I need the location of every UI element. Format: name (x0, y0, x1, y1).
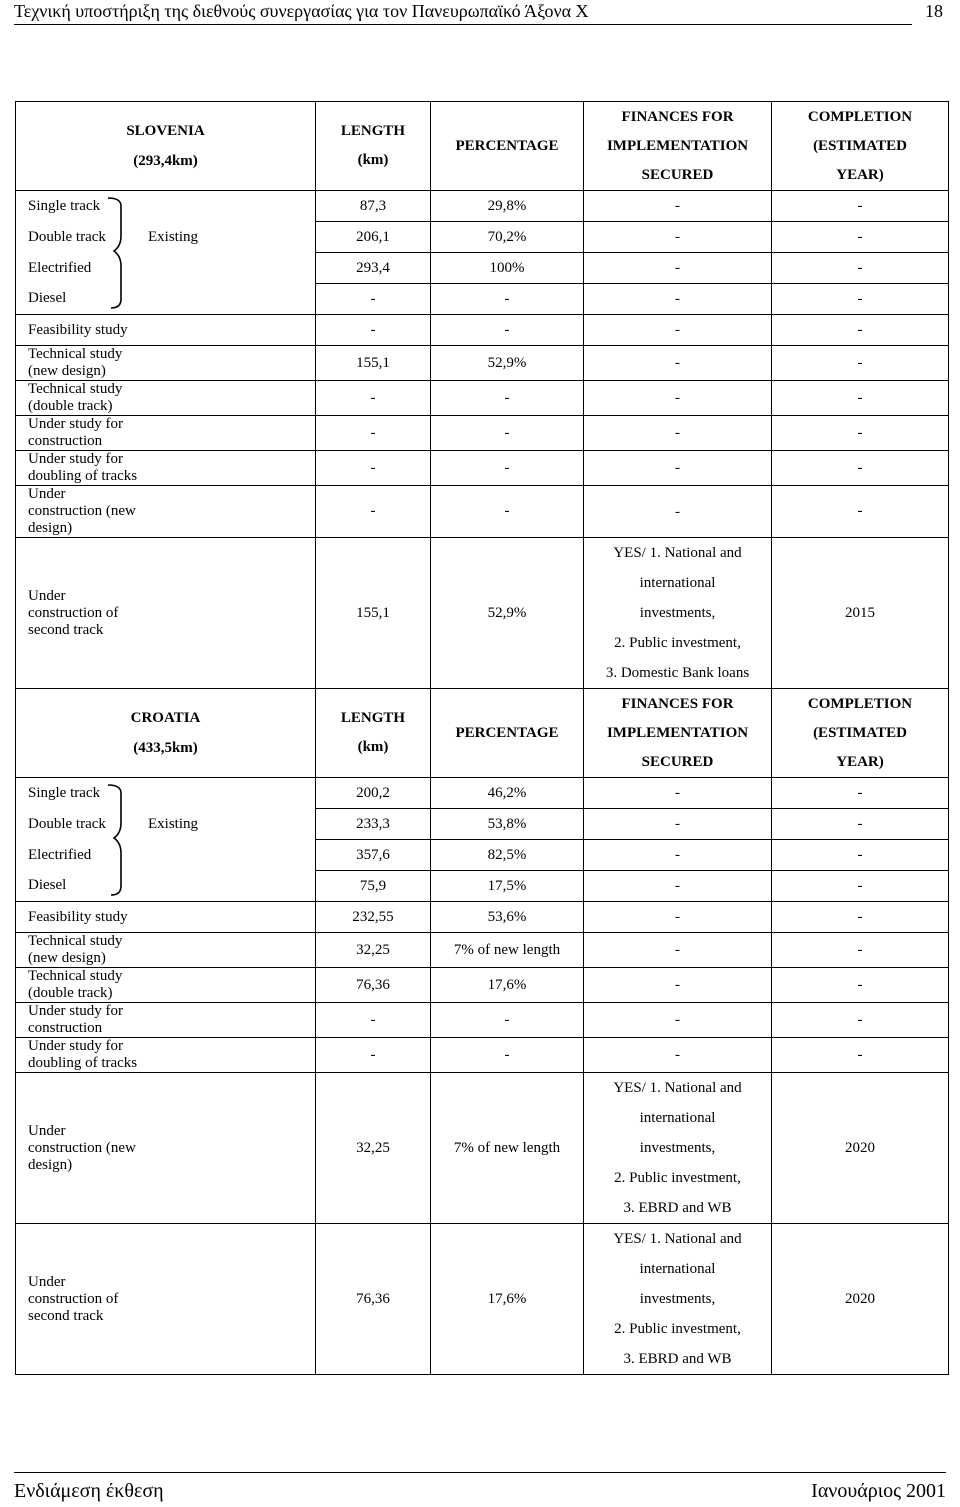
completion-cell: 2015 (772, 538, 949, 689)
finances-header-line: IMPLEMENTATION (606, 724, 749, 741)
table-row (16, 191, 949, 222)
percentage-cell: 7% of new length (431, 933, 584, 968)
length-cell: 155,1 (316, 346, 431, 381)
finances-cell (584, 1003, 772, 1038)
row-label-cell (16, 315, 146, 346)
table-row (16, 871, 949, 902)
label-spacer-cell (146, 871, 316, 902)
finances-line: investments, (639, 1291, 716, 1307)
finances-line: - (675, 260, 681, 276)
label-spacer-cell (146, 902, 316, 933)
length-cell: 32,25 (316, 1073, 431, 1224)
percentage-cell: 53,8% (431, 809, 584, 840)
table-row (16, 538, 949, 689)
finances-line: - (675, 291, 681, 307)
row-label-cell (16, 538, 146, 689)
finances-line: 3. EBRD and WB (623, 1200, 732, 1216)
row-label-cell (16, 902, 146, 933)
completion-header-line: (ESTIMATED (813, 137, 907, 154)
row-label-cell (16, 486, 146, 538)
percentage-cell: 17,6% (431, 968, 584, 1003)
row-label-cell (16, 1073, 146, 1224)
finances-line: 3. EBRD and WB (623, 1351, 732, 1367)
table-row (16, 778, 949, 809)
percentage-cell: - (431, 381, 584, 416)
completion-cell: - (772, 1003, 949, 1038)
finances-line: - (675, 229, 681, 245)
row-label: Feasibility study (28, 908, 128, 925)
section-header-row (16, 102, 949, 191)
finances-line: - (675, 878, 681, 894)
row-label: Under study for doubling of tracks (28, 1038, 138, 1071)
finances-cell (584, 253, 772, 284)
page-header (14, 0, 912, 25)
completion-cell: - (772, 902, 949, 933)
length-cell: - (316, 416, 431, 451)
length-header-line: (km) (357, 739, 389, 755)
completion-cell: - (772, 253, 949, 284)
row-label-cell (16, 253, 146, 284)
finances-line: - (675, 785, 681, 801)
table-row (16, 253, 949, 284)
length-cell: 206,1 (316, 222, 431, 253)
finances-line: investments, (639, 1140, 716, 1156)
completion-cell: - (772, 191, 949, 222)
finances-line: YES/ 1. National and (613, 1080, 742, 1096)
label-spacer-cell (146, 1038, 316, 1073)
table-row (16, 1038, 949, 1073)
completion-header-line: (ESTIMATED (813, 724, 907, 741)
row-label: Under study for construction (28, 416, 123, 449)
length-cell: 76,36 (316, 1224, 431, 1375)
table-row (16, 1073, 949, 1224)
row-label: Diesel (28, 290, 67, 307)
finances-line: - (675, 1012, 681, 1028)
percentage-cell: - (431, 1038, 584, 1073)
completion-cell: - (772, 416, 949, 451)
country-name-line: CROATIA (130, 710, 201, 726)
finances-line: international (639, 575, 716, 591)
row-label: Electrified (28, 846, 92, 863)
completion-header (772, 102, 949, 191)
label-spacer-cell (146, 778, 316, 809)
row-label-cell (16, 1224, 146, 1375)
row-label-cell (16, 933, 146, 968)
report-type: Ενδιάμεση έκθεση (14, 1480, 164, 1502)
finances-cell (584, 486, 772, 538)
finances-line: international (639, 1110, 716, 1126)
row-label-cell (16, 451, 146, 486)
completion-cell: - (772, 809, 949, 840)
finances-header (584, 689, 772, 778)
completion-cell: - (772, 968, 949, 1003)
finances-line: - (675, 1047, 681, 1063)
finances-line: - (675, 909, 681, 925)
length-cell: - (316, 284, 431, 315)
percentage-cell: - (431, 315, 584, 346)
finances-cell (584, 416, 772, 451)
row-label-cell (16, 416, 146, 451)
finances-line: - (675, 503, 681, 520)
label-spacer-cell (146, 451, 316, 486)
section-header-row (16, 689, 949, 778)
length-cell: 87,3 (316, 191, 431, 222)
table-row (16, 840, 949, 871)
finances-cell (584, 1224, 772, 1375)
table-row (16, 222, 949, 253)
page-number: 18 (925, 1, 943, 21)
row-label: Under construction (new design) (28, 1122, 136, 1173)
row-label: Under construction of second track (28, 1273, 119, 1324)
length-header-line: LENGTH (340, 123, 406, 139)
row-label-cell (16, 871, 146, 902)
table-row (16, 381, 949, 416)
completion-cell: - (772, 284, 949, 315)
country-name-cell (16, 689, 316, 778)
finances-cell (584, 840, 772, 871)
completion-header-line: COMPLETION (807, 108, 913, 125)
railway-status-table (15, 101, 949, 1375)
label-spacer-cell (146, 486, 316, 538)
country-name-cell (16, 102, 316, 191)
length-cell: 233,3 (316, 809, 431, 840)
length-cell: 232,55 (316, 902, 431, 933)
finances-cell (584, 191, 772, 222)
finances-cell (584, 1038, 772, 1073)
label-spacer-cell (146, 346, 316, 381)
completion-cell: - (772, 315, 949, 346)
completion-cell: - (772, 778, 949, 809)
finances-header-line: SECURED (641, 753, 714, 770)
row-label: Technical study (double track) (28, 381, 123, 414)
percentage-header: PERCENTAGE (431, 102, 584, 191)
row-label: Diesel (28, 877, 67, 894)
row-label: Under construction of second track (28, 587, 119, 638)
finances-line: - (675, 816, 681, 832)
finances-header-line: FINANCES FOR (621, 108, 734, 125)
completion-cell: - (772, 381, 949, 416)
percentage-cell: - (431, 486, 584, 538)
length-cell: - (316, 1003, 431, 1038)
country-name-line: (293,4km) (133, 153, 198, 169)
row-label: Technical study (double track) (28, 968, 123, 1001)
percentage-cell: 52,9% (431, 538, 584, 689)
label-spacer-cell (146, 381, 316, 416)
country-name-line: (433,5km) (133, 740, 198, 756)
percentage-cell: 82,5% (431, 840, 584, 871)
completion-cell: - (772, 871, 949, 902)
table-row (16, 486, 949, 538)
label-spacer-cell (146, 284, 316, 315)
table-row (16, 1224, 949, 1375)
length-header-line: (km) (357, 152, 389, 168)
finances-line: - (675, 390, 681, 406)
completion-cell: 2020 (772, 1224, 949, 1375)
row-label: Double track (28, 228, 106, 245)
finances-line: YES/ 1. National and (613, 1231, 742, 1247)
completion-cell: - (772, 1038, 949, 1073)
completion-header-line: YEAR) (836, 166, 884, 183)
row-label-cell (16, 284, 146, 315)
row-label: Electrified (28, 259, 92, 276)
row-label-cell (16, 778, 146, 809)
row-label-cell (16, 222, 199, 253)
length-cell: - (316, 486, 431, 538)
label-spacer-cell (146, 1003, 316, 1038)
length-cell: - (316, 1038, 431, 1073)
length-cell: - (316, 451, 431, 486)
finances-cell (584, 538, 772, 689)
finances-cell (584, 902, 772, 933)
finances-line: international (639, 1261, 716, 1277)
completion-cell: - (772, 933, 949, 968)
finances-header (584, 102, 772, 191)
existing-note: Existing (148, 228, 199, 245)
label-spacer-cell (146, 1224, 316, 1375)
row-label-cell (16, 840, 146, 871)
label-spacer-cell (146, 538, 316, 689)
finances-cell (584, 809, 772, 840)
table-row (16, 933, 949, 968)
finances-cell (584, 315, 772, 346)
completion-cell: - (772, 451, 949, 486)
table-row (16, 451, 949, 486)
row-label: Technical study (new design) (28, 346, 123, 379)
row-label: Single track (28, 784, 101, 801)
finances-cell (584, 933, 772, 968)
length-cell: - (316, 381, 431, 416)
length-cell: 75,9 (316, 871, 431, 902)
row-label: Under study for construction (28, 1003, 123, 1036)
percentage-cell: 52,9% (431, 346, 584, 381)
length-cell: 76,36 (316, 968, 431, 1003)
table-row (16, 809, 949, 840)
length-header (316, 689, 431, 778)
finances-line: - (675, 355, 681, 371)
percentage-cell: 29,8% (431, 191, 584, 222)
finances-line: - (675, 425, 681, 441)
row-label-cell (16, 809, 199, 840)
existing-note: Existing (148, 815, 199, 832)
completion-cell: 2020 (772, 1073, 949, 1224)
table-row (16, 284, 949, 315)
label-spacer-cell (146, 840, 316, 871)
finances-line: - (675, 977, 681, 993)
length-header (316, 102, 431, 191)
percentage-cell: 7% of new length (431, 1073, 584, 1224)
table-row (16, 346, 949, 381)
finances-cell (584, 778, 772, 809)
finances-cell (584, 381, 772, 416)
label-spacer-cell (146, 1073, 316, 1224)
row-label: Double track (28, 815, 106, 832)
finances-line: - (675, 460, 681, 476)
row-label-cell (16, 191, 146, 222)
length-cell: - (316, 315, 431, 346)
percentage-cell: - (431, 284, 584, 315)
finances-line: 3. Domestic Bank loans (605, 665, 750, 681)
finances-line: 2. Public investment, (614, 1321, 741, 1337)
percentage-cell: 100% (431, 253, 584, 284)
percentage-header: PERCENTAGE (431, 689, 584, 778)
finances-cell (584, 1073, 772, 1224)
country-name-line: SLOVENIA (126, 123, 205, 139)
finances-line: - (675, 847, 681, 863)
page-footer (14, 1472, 946, 1507)
row-label-cell (16, 1003, 146, 1038)
label-spacer-cell (146, 191, 316, 222)
finances-header-line: SECURED (641, 166, 714, 183)
finances-line: - (675, 198, 681, 214)
completion-cell: - (772, 840, 949, 871)
finances-line: YES/ 1. National and (613, 545, 742, 561)
percentage-cell: 17,5% (431, 871, 584, 902)
percentage-cell: - (431, 451, 584, 486)
completion-cell: - (772, 486, 949, 538)
percentage-cell: - (431, 1003, 584, 1038)
percentage-cell: 70,2% (431, 222, 584, 253)
length-cell: 32,25 (316, 933, 431, 968)
table-row (16, 315, 949, 346)
finances-cell (584, 284, 772, 315)
table-row (16, 416, 949, 451)
table-row (16, 1003, 949, 1038)
table-row (16, 968, 949, 1003)
length-cell: 357,6 (316, 840, 431, 871)
row-label-cell (16, 1038, 146, 1073)
completion-header (772, 689, 949, 778)
table-body (16, 102, 949, 1375)
completion-header-line: YEAR) (836, 753, 884, 770)
finances-line: 2. Public investment, (614, 635, 741, 651)
finances-cell (584, 968, 772, 1003)
row-label: Feasibility study (28, 321, 128, 338)
finances-line: - (675, 322, 681, 338)
finances-line: investments, (639, 605, 716, 621)
length-cell: 293,4 (316, 253, 431, 284)
label-spacer-cell (146, 253, 316, 284)
report-date: Ιανουάριος 2001 (811, 1480, 946, 1502)
document-title: Τεχνική υποστήριξη της διεθνούς συνεργασίας για τον Πανευρωπαϊκό Άξονα Χ (14, 1, 589, 21)
percentage-cell: 53,6% (431, 902, 584, 933)
label-spacer-cell (146, 933, 316, 968)
percentage-cell: 17,6% (431, 1224, 584, 1375)
completion-cell: - (772, 222, 949, 253)
label-spacer-cell (146, 968, 316, 1003)
finances-cell (584, 451, 772, 486)
finances-cell (584, 871, 772, 902)
label-spacer-cell (146, 416, 316, 451)
length-header-line: LENGTH (340, 710, 406, 726)
row-label: Under study for doubling of tracks (28, 451, 138, 484)
row-label-cell (16, 968, 146, 1003)
row-label: Single track (28, 197, 101, 214)
length-cell: 155,1 (316, 538, 431, 689)
row-label-cell (16, 346, 146, 381)
finances-cell (584, 346, 772, 381)
row-label: Technical study (new design) (28, 933, 123, 966)
percentage-cell: 46,2% (431, 778, 584, 809)
completion-cell: - (772, 346, 949, 381)
percentage-cell: - (431, 416, 584, 451)
row-label-cell (16, 381, 146, 416)
finances-header-line: IMPLEMENTATION (606, 137, 749, 154)
completion-header-line: COMPLETION (807, 695, 913, 712)
finances-header-line: FINANCES FOR (621, 695, 734, 712)
length-cell: 200,2 (316, 778, 431, 809)
finances-cell (584, 222, 772, 253)
finances-line: - (675, 942, 681, 958)
row-label: Under construction (new design) (28, 486, 136, 536)
table-row (16, 902, 949, 933)
label-spacer-cell (146, 315, 316, 346)
finances-line: 2. Public investment, (614, 1170, 741, 1186)
